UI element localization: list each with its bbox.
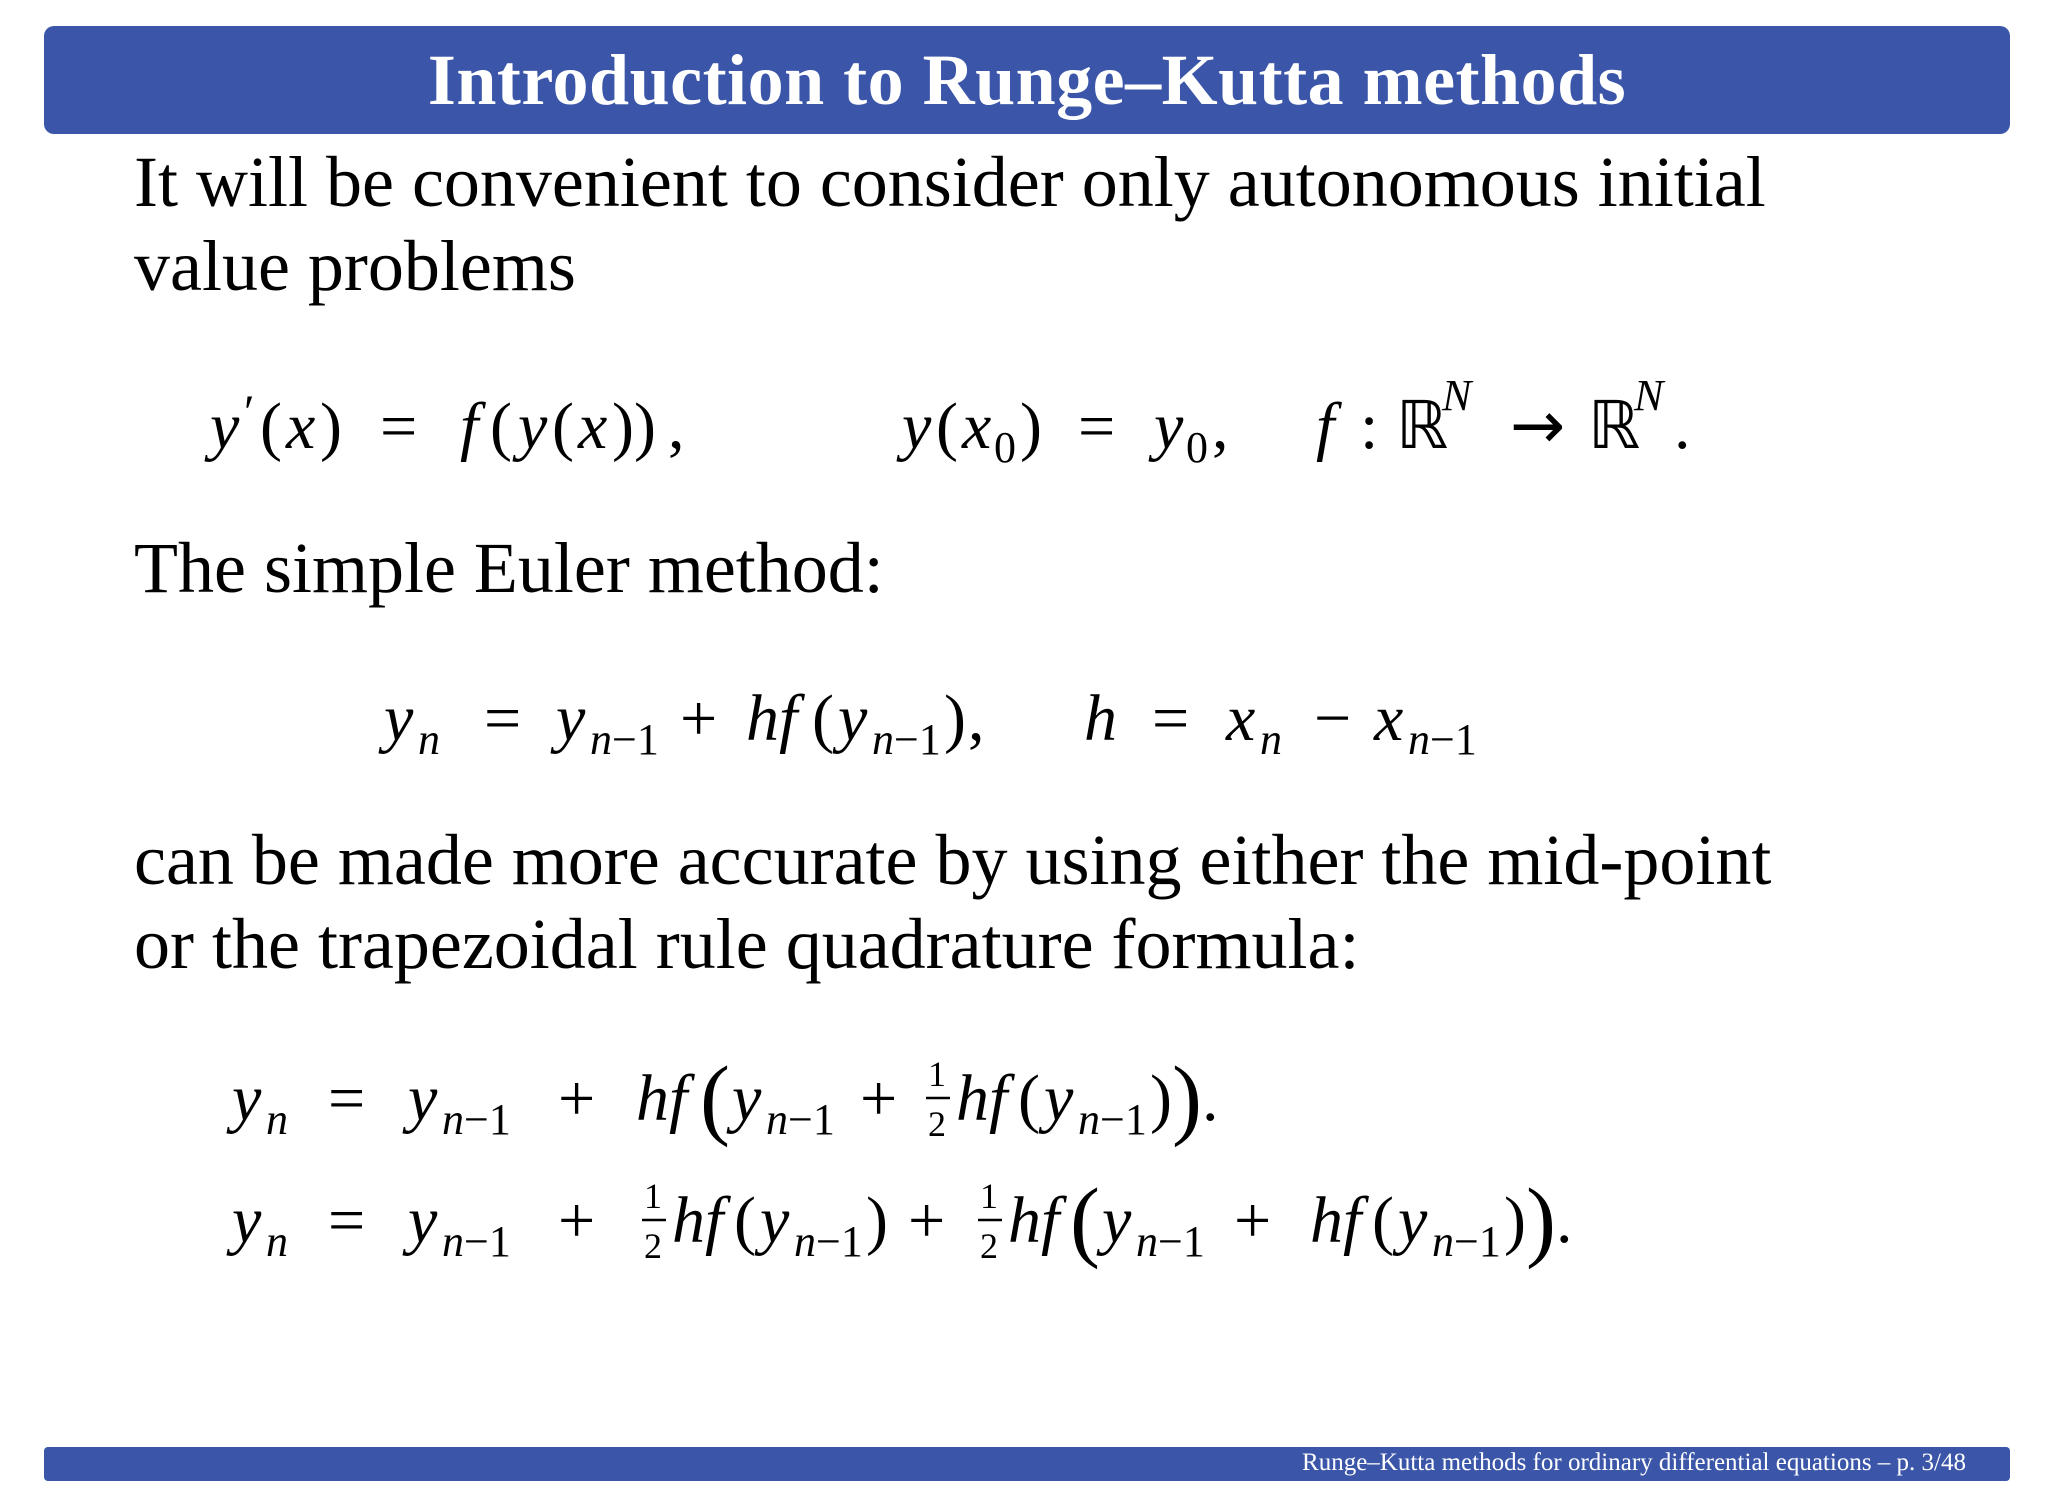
svg-text:−1: −1 [788,1095,835,1144]
intro-paragraph-line-1: It will be convenient to consider only autonomous initial [134,142,1766,222]
svg-text:+: + [908,1184,946,1257]
svg-text:(: ( [734,1184,756,1257]
svg-text:N: N [1634,371,1664,420]
svg-text:0: 0 [1186,423,1208,472]
svg-text:(: ( [490,390,512,463]
svg-text:′: ′ [244,386,255,439]
svg-text:.: . [1202,1062,1219,1135]
svg-text:n: n [872,715,894,764]
svg-text:1: 1 [928,1054,946,1094]
svg-text:y: y [210,390,240,463]
svg-text:N: N [1442,371,1472,420]
svg-text:n: n [1260,715,1282,764]
svg-text:+: + [558,1184,596,1257]
svg-text:)): )) [612,390,656,463]
svg-text:x: x [1226,682,1256,755]
svg-text:y: y [732,1062,762,1135]
svg-text:y: y [384,682,414,755]
svg-text:y: y [408,1062,438,1135]
svg-text:): ) [1504,1184,1526,1257]
svg-text:−1: −1 [464,1095,511,1144]
svg-text:1: 1 [644,1176,662,1216]
euler-intro: The simple Euler method: [134,528,884,608]
svg-text:−1: −1 [894,715,941,764]
svg-text:): ) [866,1184,888,1257]
svg-text:hf: hf [1310,1184,1362,1257]
equation-euler-method [384,670,1684,780]
svg-text:y: y [556,682,586,755]
svg-text:=: = [1152,682,1190,755]
svg-text::: : [1360,390,1379,463]
equation-midpoint-rule [232,1050,1432,1170]
slide-title: Introduction to Runge–Kutta methods [427,39,1627,120]
svg-text:2: 2 [980,1226,998,1266]
svg-text:y: y [902,390,932,463]
svg-text:y: y [1154,390,1184,463]
svg-text:n: n [418,715,440,764]
equation-trapezoidal-rule [232,1172,1832,1292]
svg-text:=: = [484,682,522,755]
svg-text:n: n [766,1095,788,1144]
svg-text:−1: −1 [1454,1217,1501,1266]
svg-text:.: . [1556,1184,1573,1257]
svg-text:(: ( [1018,1062,1040,1135]
svg-text:2: 2 [928,1104,946,1144]
svg-text:−1: −1 [1430,715,1477,764]
svg-text:(: ( [936,390,958,463]
svg-text:hf: hf [1008,1184,1060,1257]
svg-text:x: x [286,390,316,463]
svg-text:y: y [232,1062,262,1135]
svg-text:y: y [838,682,868,755]
svg-text:n: n [590,715,612,764]
svg-text:x: x [962,390,992,463]
svg-text:h: h [1084,682,1117,755]
svg-text:x: x [1374,682,1404,755]
svg-text:n: n [266,1217,288,1266]
improvement-paragraph-line-1: can be made more accurate by using either the mid-point [134,820,1772,900]
svg-text:+: + [860,1062,898,1135]
svg-text:y: y [408,1184,438,1257]
equation-autonomous-ivp [210,370,1850,480]
svg-text:0: 0 [994,423,1016,472]
svg-text:n: n [442,1095,464,1144]
svg-text:=: = [328,1062,366,1135]
svg-text:(: ( [1070,1171,1100,1270]
svg-text:−1: −1 [1158,1217,1205,1266]
svg-text:−1: −1 [816,1217,863,1266]
svg-text:): ) [1150,1062,1172,1135]
svg-text:x: x [578,390,608,463]
improvement-paragraph [134,818,1771,986]
footer-bar [44,1447,2010,1481]
svg-text:−: − [1314,682,1352,755]
svg-text:ℝ: ℝ [1588,387,1641,464]
svg-text:): ) [1020,390,1042,463]
intro-paragraph-line-2: value problems [134,226,576,306]
svg-text:.: . [1674,390,1691,463]
svg-text:y: y [1044,1062,1074,1135]
title-bar [44,26,2010,134]
svg-text:ℝ: ℝ [1396,387,1449,464]
svg-text:y: y [232,1184,262,1257]
svg-text:y: y [518,390,548,463]
svg-text:(: ( [552,390,574,463]
svg-text:,: , [668,390,685,463]
footer-text: Runge–Kutta methods for ordinary differential equations – p. 3/48 [1302,1449,1966,1476]
svg-text:−1: −1 [612,715,659,764]
svg-text:=: = [380,390,418,463]
svg-text:(: ( [812,682,834,755]
svg-text:n: n [266,1095,288,1144]
svg-text:+: + [1234,1184,1272,1257]
svg-text:,: , [1212,390,1229,463]
svg-text:(: ( [260,390,282,463]
svg-text:n: n [1432,1217,1454,1266]
improvement-paragraph-line-2: or the trapezoidal rule quadrature formula: [134,904,1360,984]
svg-text:): ) [320,390,342,463]
svg-text:−1: −1 [1100,1095,1147,1144]
svg-text:y: y [760,1184,790,1257]
svg-text:(: ( [1372,1184,1394,1257]
intro-paragraph [134,140,1766,308]
svg-text:−1: −1 [464,1217,511,1266]
svg-text:2: 2 [644,1226,662,1266]
svg-text:hf: hf [956,1062,1008,1135]
svg-text:+: + [558,1062,596,1135]
svg-text:): ) [1526,1171,1556,1270]
svg-text:): ) [944,682,966,755]
svg-text:): ) [1172,1049,1202,1148]
svg-text:=: = [1078,390,1116,463]
svg-text:,: , [968,682,985,755]
svg-text:n: n [1408,715,1430,764]
svg-text:hf: hf [746,682,798,755]
svg-text:f: f [1316,390,1335,463]
svg-text:n: n [794,1217,816,1266]
svg-text:hf: hf [636,1062,688,1135]
svg-text:hf: hf [672,1184,724,1257]
svg-text:n: n [1078,1095,1100,1144]
svg-text:f: f [460,390,479,463]
svg-text:=: = [328,1184,366,1257]
svg-text:+: + [680,682,718,755]
svg-text:n: n [442,1217,464,1266]
svg-text:y: y [1102,1184,1132,1257]
svg-text:→: → [1510,387,1566,464]
svg-text:(: ( [700,1049,730,1148]
svg-text:n: n [1136,1217,1158,1266]
svg-text:y: y [1398,1184,1428,1257]
svg-text:1: 1 [980,1176,998,1216]
